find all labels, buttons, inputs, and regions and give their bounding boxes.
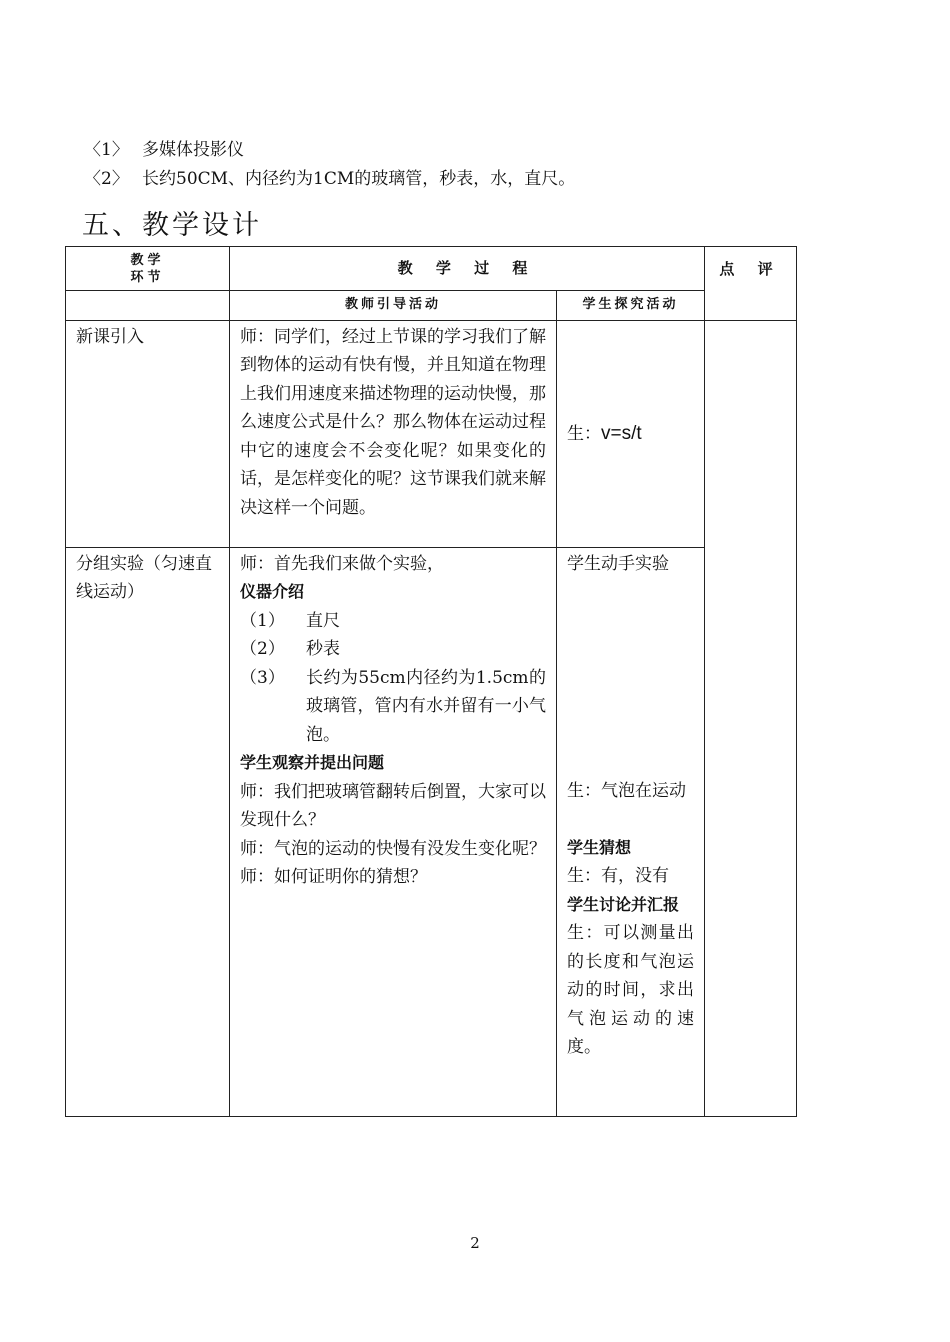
page-number: 2: [470, 1234, 480, 1252]
equipment-item: [84, 135, 244, 160]
comment-cell: [705, 320, 797, 1116]
instrument-text: 秒表: [306, 639, 340, 659]
student-hands-on: 学生动手实验: [567, 553, 669, 574]
student-discuss-title: 学生讨论并汇报: [567, 894, 680, 914]
instruments-title: 仪器介绍: [240, 582, 305, 601]
teacher-question: 师：如何证明你的猜想？: [240, 867, 427, 887]
section-title: 五、教学设计: [82, 210, 262, 241]
header-stage-line2: 环节: [130, 269, 165, 285]
instrument-text: 直尺: [306, 610, 340, 631]
instrument-item: [240, 664, 546, 750]
row1-stage: 新课引入: [66, 320, 230, 547]
instrument-item: [240, 635, 546, 664]
equipment-number: 〈2〉: [84, 169, 129, 189]
instrument-number: （2）: [240, 639, 285, 659]
header-stage: [66, 247, 230, 291]
student-report: 生：可以测量出的长度和气泡运动的时间，求出气泡运动的速度。: [567, 923, 695, 1057]
row1-teacher: 师：同学们，经过上节课的学习我们了解到物体的运动有快有慢，并且知道在物理上我们用速度来描述物理的运动快慢，那么速度公式是什么？那么物体在运动过程中它的速度会不会变化呢？如果变化的话，是怎样变化的呢？这节课我们就来解决这样一个问题。: [230, 320, 557, 547]
row2-teacher: [230, 547, 557, 1116]
instrument-item: [240, 607, 546, 636]
equipment-text: 长约50CM、内径约为1CM的玻璃管，秒表，水，直尺。: [142, 169, 576, 189]
row1-student-prefix: 生：: [567, 424, 601, 445]
header-teacher: 教师引导活动: [230, 291, 557, 321]
spacer: [567, 578, 694, 777]
observe-title: 学生观察并提出问题: [240, 753, 385, 772]
header-stage-line1: 教学: [130, 252, 165, 268]
teacher-intro: 师：首先我们来做个实验，: [240, 553, 444, 574]
header-empty-cell: [66, 291, 230, 321]
header-comment: 点 评: [705, 247, 797, 321]
student-guess: 生：有，没有: [567, 866, 669, 886]
teacher-question: 师：气泡的运动的快慢有没发生变化呢？: [240, 838, 546, 859]
student-guess-title: 学生猜想: [567, 837, 632, 857]
equipment-item: [84, 164, 575, 189]
header-process: 教 学 过 程: [230, 247, 705, 291]
speed-formula: v=s/t: [601, 423, 642, 445]
row1-student: [557, 320, 705, 547]
instrument-number: （1）: [240, 610, 285, 631]
instrument-text: 长约为55cm内径约为1.5cm的玻璃管，管内有水并留有一小气泡。: [306, 667, 546, 745]
instrument-number: （3）: [240, 667, 285, 688]
spacer: [567, 806, 694, 834]
student-bubble-answer: 生：气泡在运动: [567, 781, 686, 801]
teacher-question: 师：我们把玻璃管翻转后倒置，大家可以发现什么？: [240, 781, 546, 830]
header-student: 学生探究活动: [557, 291, 705, 321]
equipment-number: 〈1〉: [84, 140, 129, 160]
row2-student: [557, 547, 705, 1116]
equipment-text: 多媒体投影仪: [142, 140, 244, 160]
teaching-design-table: [65, 246, 797, 1117]
row2-stage: 分组实验（匀速直线运动）: [66, 547, 230, 1116]
